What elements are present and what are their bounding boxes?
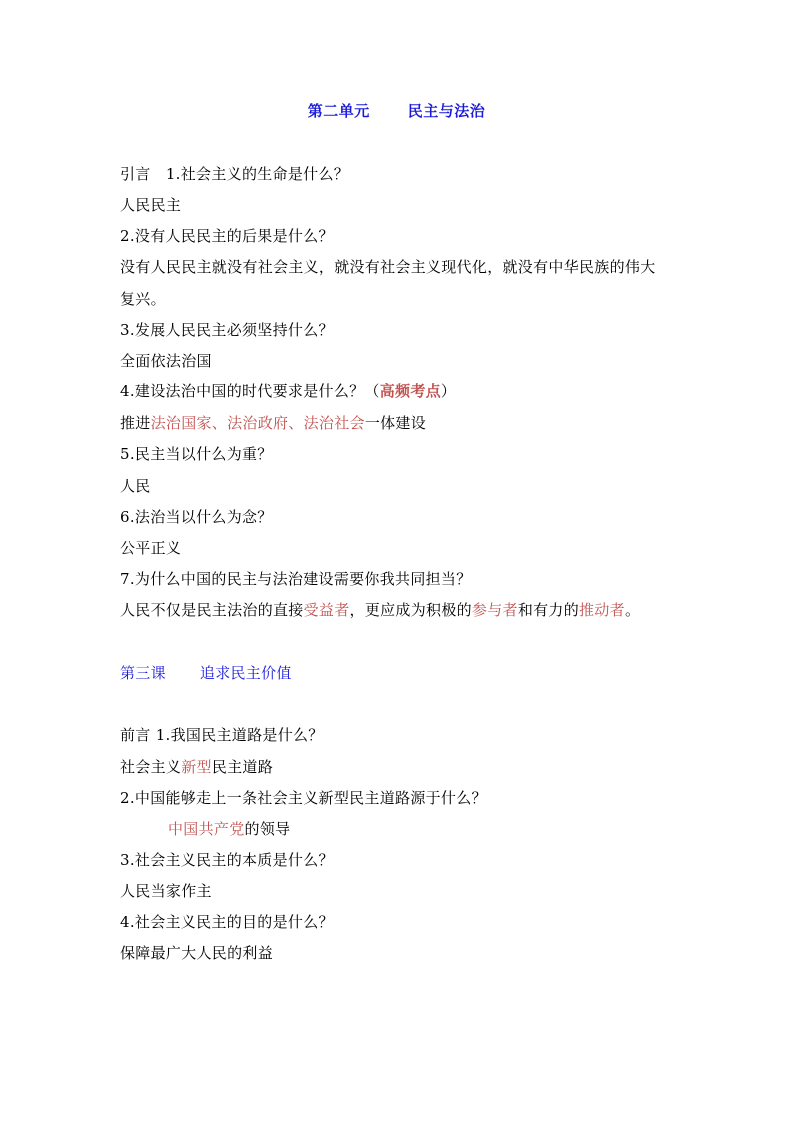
intro-q2: 2.没有人民民主的后果是什么？ <box>120 227 334 245</box>
intro-a2-line2: 复兴。 <box>120 290 166 308</box>
intro-q4: 4.建设法治中国的时代要求是什么？（高频考点） <box>120 382 457 400</box>
preface-a2: 中国共产党的领导 <box>168 820 291 838</box>
intro-a2-line1: 没有人民民主就没有社会主义，就没有社会主义现代化，就没有中华民族的伟大 <box>120 258 656 276</box>
intro-a1: 人民民主 <box>120 196 182 214</box>
key-term: 新型 <box>181 758 212 776</box>
preface-prefix: 前言 <box>120 726 151 744</box>
lesson-label: 第三课 <box>120 664 166 682</box>
preface-a1: 社会主义新型民主道路 <box>120 758 274 776</box>
unit-title <box>0 100 793 121</box>
unit-label: 第二单元 <box>307 102 370 120</box>
preface-q3: 3.社会主义民主的本质是什么？ <box>120 851 334 869</box>
preface-a4: 保障最广大人民的利益 <box>120 944 274 962</box>
intro-a4: 推进法治国家、法治政府、法治社会一体建设 <box>120 414 427 432</box>
preface-q2: 2.中国能够走上一条社会主义新型民主道路源于什么？ <box>120 789 487 807</box>
lesson-title <box>120 663 292 683</box>
unit-name: 民主与法治 <box>407 102 486 120</box>
intro-q5: 5.民主当以什么为重？ <box>120 445 273 463</box>
high-frequency-tag: 高频考点 <box>379 382 441 400</box>
intro-a3: 全面依法治国 <box>120 352 212 370</box>
key-term: 中国共产党 <box>168 820 245 838</box>
intro-a6: 公平正义 <box>120 539 182 557</box>
intro-a7: 人民不仅是民主法治的直接受益者，更应成为积极的参与者和有力的推动者。 <box>120 601 641 619</box>
intro-q7: 7.为什么中国的民主与法治建设需要你我共同担当？ <box>120 570 472 588</box>
intro-q1: 引言 1.社会主义的生命是什么？ <box>120 165 350 183</box>
key-term: 受益者 <box>303 601 350 619</box>
preface-a3: 人民当家作主 <box>120 882 212 900</box>
intro-prefix: 引言 <box>120 165 151 183</box>
intro-a5: 人民 <box>120 477 151 495</box>
key-term: 参与者 <box>471 601 518 619</box>
key-term: 法治国家、法治政府、法治社会 <box>150 414 365 432</box>
preface-q1: 前言 1.我国民主道路是什么？ <box>120 726 324 744</box>
lesson-name: 追求民主价值 <box>199 664 292 682</box>
intro-q6: 6.法治当以什么为念？ <box>120 508 273 526</box>
preface-q4: 4.社会主义民主的目的是什么？ <box>120 913 334 931</box>
key-term: 推动者 <box>579 601 625 619</box>
intro-q3: 3.发展人民民主必须坚持什么？ <box>120 321 334 339</box>
